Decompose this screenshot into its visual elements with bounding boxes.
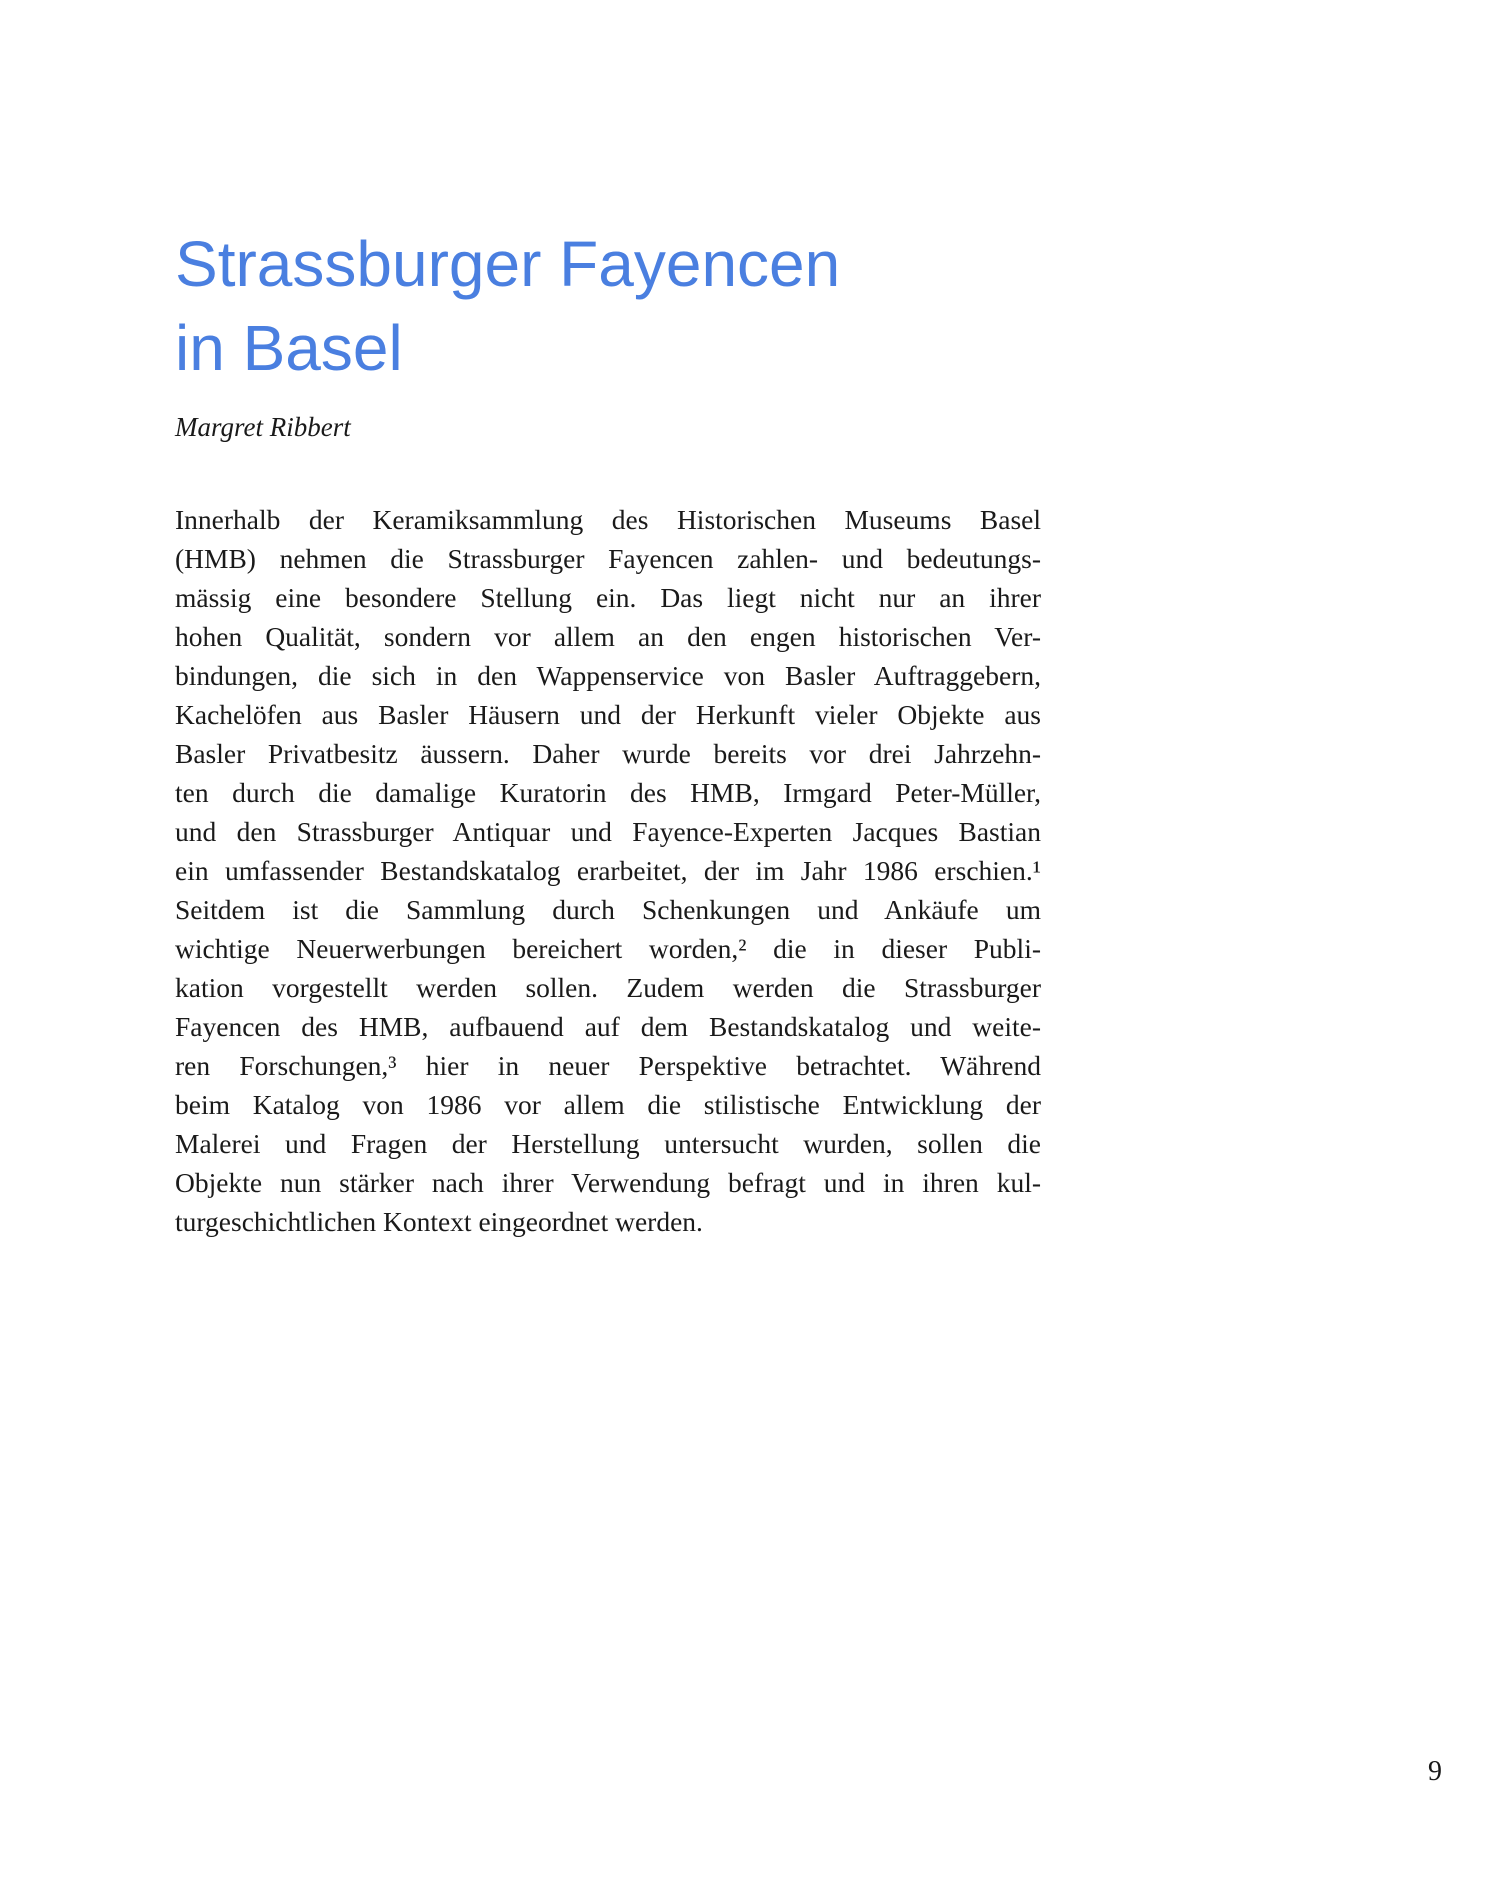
body-line: hohen Qualität, sondern vor allem an den engen historischen Ver- <box>175 621 1041 652</box>
body-line: und den Strassburger Antiquar und Fayence-Experten Jacques Bastian <box>175 816 1041 847</box>
body-line: ten durch die damalige Kuratorin des HMB, Irmgard Peter-Müller, <box>175 777 1041 808</box>
body-line: Innerhalb der Keramiksammlung des Historischen Museums Basel <box>175 504 1041 535</box>
body-line: mässig eine besondere Stellung ein. Das liegt nicht nur an ihrer <box>175 582 1041 613</box>
article-author: Margret Ribbert <box>175 412 351 442</box>
article-title-line-2: in Basel <box>175 312 403 384</box>
body-line: Fayencen des HMB, aufbauend auf dem Bestandskatalog und weite- <box>175 1011 1041 1042</box>
article-title-line-1: Strassburger Fayencen <box>175 228 841 300</box>
body-line: ren Forschungen,³ hier in neuer Perspektive betrachtet. Während <box>175 1050 1041 1081</box>
body-line: kation vorgestellt werden sollen. Zudem werden die Strassburger <box>175 972 1041 1003</box>
body-line: Malerei und Fragen der Herstellung untersucht wurden, sollen die <box>175 1128 1041 1159</box>
body-line: Seitdem ist die Sammlung durch Schenkungen und Ankäufe um <box>175 894 1041 925</box>
body-line: bindungen, die sich in den Wappenservice von Basler Auftraggebern, <box>175 660 1041 691</box>
body-line: ein umfassender Bestandskatalog erarbeitet, der im Jahr 1986 erschien.¹ <box>175 855 1041 886</box>
body-line: wichtige Neuerwerbungen bereichert worden,² die in dieser Publi- <box>175 933 1041 964</box>
body-line: beim Katalog von 1986 vor allem die stilistische Entwicklung der <box>175 1089 1041 1120</box>
article-title <box>175 222 840 390</box>
article-body <box>175 500 1041 1241</box>
body-line: Objekte nun stärker nach ihrer Verwendung befragt und in ihren kul- <box>175 1167 1041 1198</box>
body-line: turgeschichtlichen Kontext eingeordnet werden. <box>175 1206 703 1237</box>
body-line: Kachelöfen aus Basler Häusern und der Herkunft vieler Objekte aus <box>175 699 1041 730</box>
page-number: 9 <box>1428 1756 1442 1787</box>
body-line: Basler Privatbesitz äussern. Daher wurde bereits vor drei Jahrzehn- <box>175 738 1041 769</box>
body-line: (HMB) nehmen die Strassburger Fayencen zahlen- und bedeutungs- <box>175 543 1041 574</box>
